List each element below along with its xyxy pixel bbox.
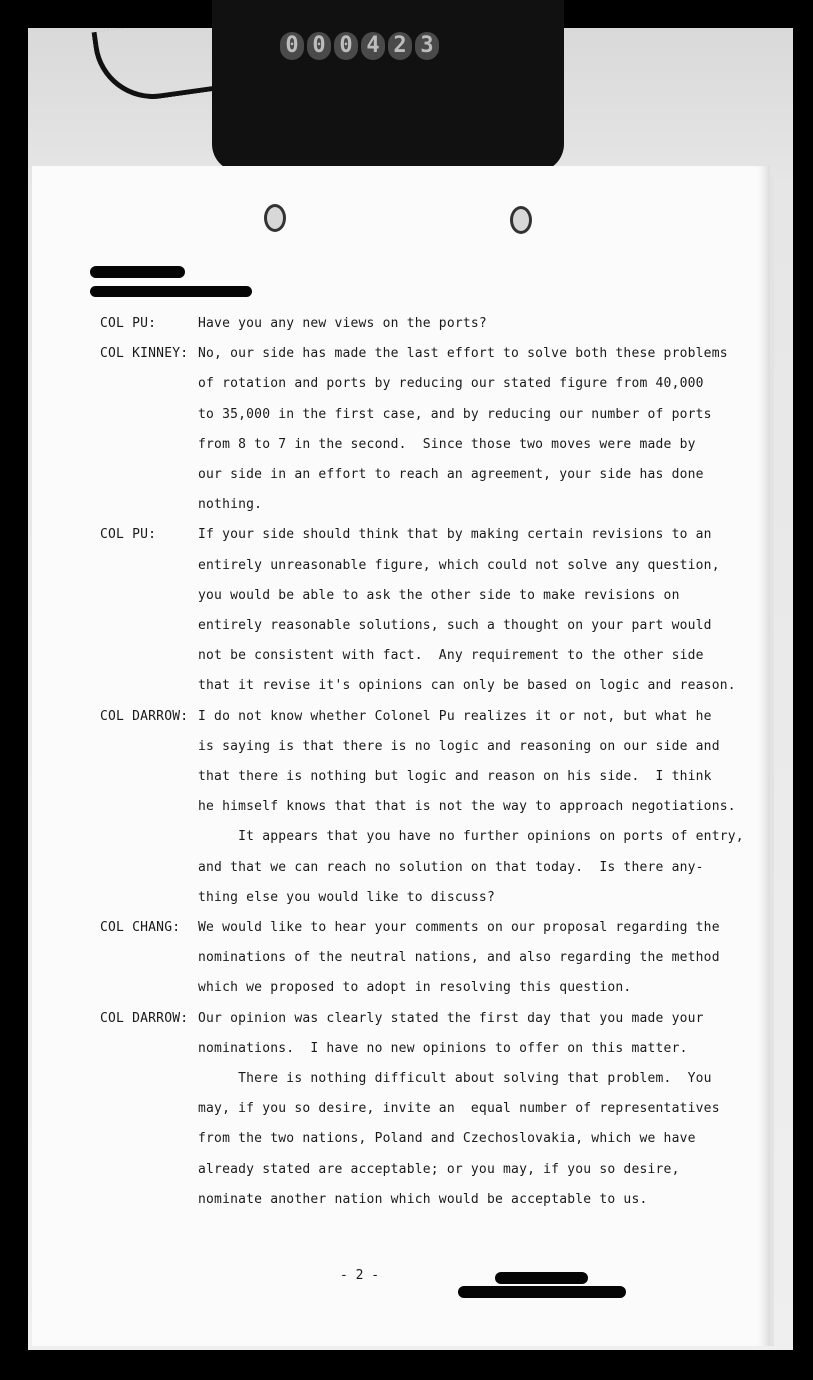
- page-number: - 2 -: [340, 1268, 380, 1283]
- speech-text: nominations. I have no new opinions to offer on this matter.: [198, 1040, 688, 1056]
- speech-text: may, if you so desire, invite an equal number of representatives: [198, 1101, 720, 1117]
- speech-text: which we proposed to adopt in resolving this question.: [198, 980, 632, 996]
- speech-text: from 8 to 7 in the second. Since those two moves were made by: [198, 436, 696, 452]
- punch-hole-left: [264, 204, 286, 232]
- speech-text: nothing.: [198, 497, 263, 513]
- counter-digit: 0: [280, 32, 304, 60]
- document-page: [32, 166, 770, 1346]
- speech-text: is saying is that there is no logic and reasoning on our side and: [198, 738, 720, 754]
- speech-text: you would be able to ask the other side to make revisions on: [198, 587, 680, 603]
- speech-text: and that we can reach no solution on that today. Is there any-: [198, 859, 704, 875]
- speech-text: Our opinion was clearly stated the first day that you made your: [198, 1010, 704, 1026]
- redaction-bar: [90, 286, 252, 297]
- speech-text: Have you any new views on the ports?: [198, 316, 487, 331]
- speech-text: I do not know whether Colonel Pu realizes it or not, but what he: [198, 708, 712, 724]
- speech-text: to 35,000 in the first case, and by reducing our number of ports: [198, 406, 712, 422]
- speech-text: that there is nothing but logic and reason on his side. I think: [198, 769, 712, 784]
- frame-counter-device: [212, 0, 564, 172]
- speaker-label: COL CHANG:: [100, 920, 181, 935]
- redaction-bar: [495, 1272, 588, 1284]
- counter-digit: 0: [307, 32, 331, 60]
- speech-text: We would like to hear your comments on our proposal regarding the: [198, 920, 720, 935]
- speech-text: not be consistent with fact. Any requirement to the other side: [198, 648, 704, 664]
- speech-text: nominate another nation which would be acceptable to us.: [198, 1191, 648, 1207]
- speech-text: It appears that you have no further opinions on ports of entry,: [198, 829, 744, 845]
- speech-text: already stated are acceptable; or you may, if you so desire,: [198, 1161, 680, 1177]
- speech-text: of rotation and ports by reducing our stated figure from 40,000: [198, 376, 704, 392]
- counter-digit: 3: [415, 32, 439, 60]
- speech-text: that it revise it's opinions can only be based on logic and reason.: [198, 678, 736, 694]
- speech-text: thing else you would like to discuss?: [198, 889, 495, 905]
- speech-text: entirely unreasonable figure, which could not solve any question,: [198, 557, 720, 573]
- speaker-label: COL DARROW:: [100, 708, 189, 724]
- punch-hole-right: [510, 206, 532, 234]
- speech-text: from the two nations, Poland and Czechoslovakia, which we have: [198, 1131, 696, 1147]
- speech-text: our side in an effort to reach an agreement, your side has done: [198, 467, 704, 482]
- frame-counter-digits: [280, 32, 439, 62]
- counter-digit: 2: [388, 32, 412, 60]
- speaker-label: COL PU:: [100, 527, 157, 543]
- speech-text: he himself knows that that is not the way to approach negotiations.: [198, 799, 736, 815]
- redaction-bar: [90, 266, 185, 278]
- speaker-label: COL PU:: [100, 316, 157, 331]
- speech-text: No, our side has made the last effort to solve both these problems: [198, 346, 728, 362]
- speech-text: If your side should think that by making certain revisions to an: [198, 527, 712, 543]
- speech-text: entirely reasonable solutions, such a thought on your part would: [198, 618, 712, 633]
- counter-digit: 4: [361, 32, 385, 60]
- speaker-label: COL KINNEY:: [100, 346, 189, 362]
- speech-text: There is nothing difficult about solving that problem. You: [198, 1071, 712, 1086]
- counter-digit: 0: [334, 32, 358, 60]
- speaker-label: COL DARROW:: [100, 1010, 189, 1026]
- speech-text: nominations of the neutral nations, and also regarding the method: [198, 950, 720, 966]
- redaction-bar: [458, 1286, 626, 1298]
